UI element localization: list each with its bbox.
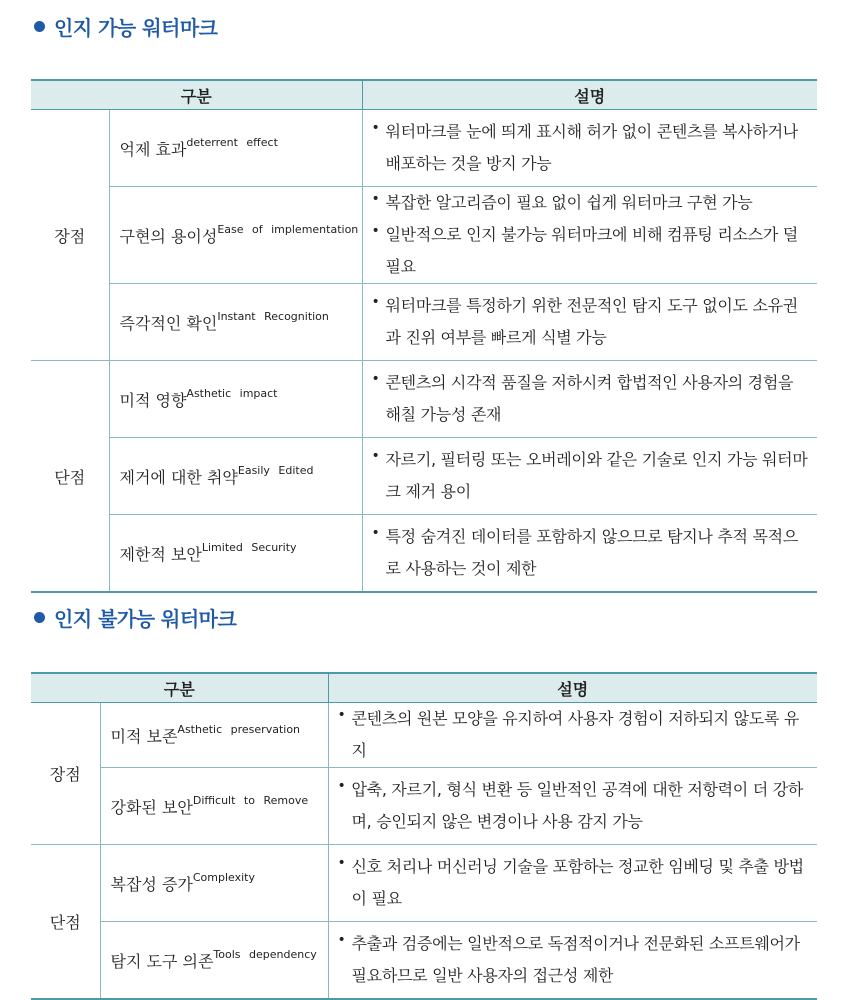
table-row	[31, 922, 817, 1000]
section1-title: 인지 가능 워터마크	[54, 16, 218, 40]
header-description: 설명	[362, 80, 817, 110]
term-english: Asthetic preservation	[177, 723, 301, 737]
section1-heading	[34, 12, 218, 41]
description-cell	[362, 187, 817, 284]
term-label: 억제 효과	[119, 139, 187, 159]
description-item: • 콘텐츠의 시각적 품질을 저하시켜 합법적인 사용자의 경험을 해칠 가능성 존재	[372, 367, 814, 431]
header-description: 설명	[328, 673, 817, 703]
term-english: deterrent effect	[186, 136, 278, 150]
table-row	[31, 703, 817, 768]
table-row	[31, 284, 817, 361]
term-cell	[109, 187, 362, 284]
description-cell	[362, 361, 817, 438]
term-cell	[100, 703, 328, 768]
group-label: 단점	[31, 361, 109, 593]
description-cell	[362, 284, 817, 361]
group-label: 장점	[31, 110, 109, 361]
section2-table	[31, 672, 817, 1000]
group-label: 장점	[31, 703, 100, 845]
description-item: • 추출과 검증에는 일반적으로 독점적이거나 전문화된 소프트웨어가 필요하므로 일반 사용자의 접근성 제한	[338, 928, 814, 992]
table-row	[31, 768, 817, 845]
term-label: 제한적 보안	[119, 544, 202, 564]
description-item: • 압축, 자르기, 형식 변환 등 일반적인 공격에 대한 저항력이 더 강하며, 승인되지 않은 변경이나 사용 감지 가능	[338, 774, 814, 838]
term-english: Complexity	[192, 871, 256, 885]
bullet-dot-icon	[34, 612, 45, 623]
term-cell	[109, 361, 362, 438]
term-label: 미적 보존	[110, 726, 178, 746]
term-english: Ease of implementation	[217, 223, 359, 237]
term-label: 구현의 용이성	[119, 226, 218, 246]
term-cell	[109, 284, 362, 361]
description-item: • 신호 처리나 머신러닝 기술을 포함하는 정교한 임베딩 및 추출 방법이 필요	[338, 851, 814, 915]
description-cell	[362, 515, 817, 593]
term-cell	[109, 438, 362, 515]
term-label: 탐지 도구 의존	[110, 951, 214, 971]
table-row	[31, 515, 817, 593]
header-category: 구분	[31, 80, 362, 110]
term-english: Tools dependency	[213, 948, 317, 962]
bullet-dot-icon	[34, 21, 45, 32]
term-cell	[100, 922, 328, 1000]
description-cell	[328, 845, 817, 922]
term-english: Instant Recognition	[217, 310, 329, 324]
description-item: • 일반적으로 인지 불가능 워터마크에 비해 컴퓨팅 리소스가 덜 필요	[372, 219, 814, 283]
term-label: 복잡성 증가	[110, 874, 193, 894]
description-cell	[328, 768, 817, 845]
description-item: • 특정 숨겨진 데이터를 포함하지 않으므로 탐지나 추적 목적으로 사용하는 것이 제한	[372, 521, 814, 585]
description-cell	[328, 703, 817, 768]
table-row	[31, 438, 817, 515]
term-cell	[109, 110, 362, 187]
group-label: 단점	[31, 845, 100, 1000]
description-item: • 콘텐츠의 원본 모양을 유지하여 사용자 경험이 저하되지 않도록 유지	[338, 703, 814, 767]
table-header-row	[31, 673, 817, 703]
term-cell	[100, 768, 328, 845]
term-label: 강화된 보안	[110, 797, 193, 817]
description-item: • 워터마크를 특정하기 위한 전문적인 탐지 도구 없이도 소유권과 진위 여부를 빠르게 식별 가능	[372, 290, 814, 354]
term-cell	[109, 515, 362, 593]
term-label: 미적 영향	[119, 390, 187, 410]
header-category: 구분	[31, 673, 328, 703]
term-label: 즉각적인 확인	[119, 313, 218, 333]
table-header-row	[31, 80, 817, 110]
table-row	[31, 187, 817, 284]
term-english: Easily Edited	[237, 464, 314, 478]
table-row	[31, 361, 817, 438]
term-label: 제거에 대한 취약	[119, 467, 238, 487]
term-cell	[100, 845, 328, 922]
description-item: • 워터마크를 눈에 띄게 표시해 허가 없이 콘텐츠를 복사하거나 배포하는 것을 방지 가능	[372, 116, 814, 180]
description-item: • 복잡한 알고리즘이 필요 없이 쉽게 워터마크 구현 가능	[372, 187, 814, 219]
description-item: • 자르기, 필터링 또는 오버레이와 같은 기술로 인지 가능 워터마크 제거 용이	[372, 444, 814, 508]
table-row	[31, 110, 817, 187]
section2-heading	[34, 603, 236, 632]
table-row	[31, 845, 817, 922]
section2-title: 인지 불가능 워터마크	[54, 607, 237, 631]
section1-table	[31, 79, 817, 593]
term-english: Limited Security	[201, 541, 297, 555]
description-cell	[362, 438, 817, 515]
term-english: Difficult to Remove	[192, 794, 309, 808]
description-cell	[362, 110, 817, 187]
term-english: Asthetic impact	[186, 387, 278, 401]
description-cell	[328, 922, 817, 1000]
